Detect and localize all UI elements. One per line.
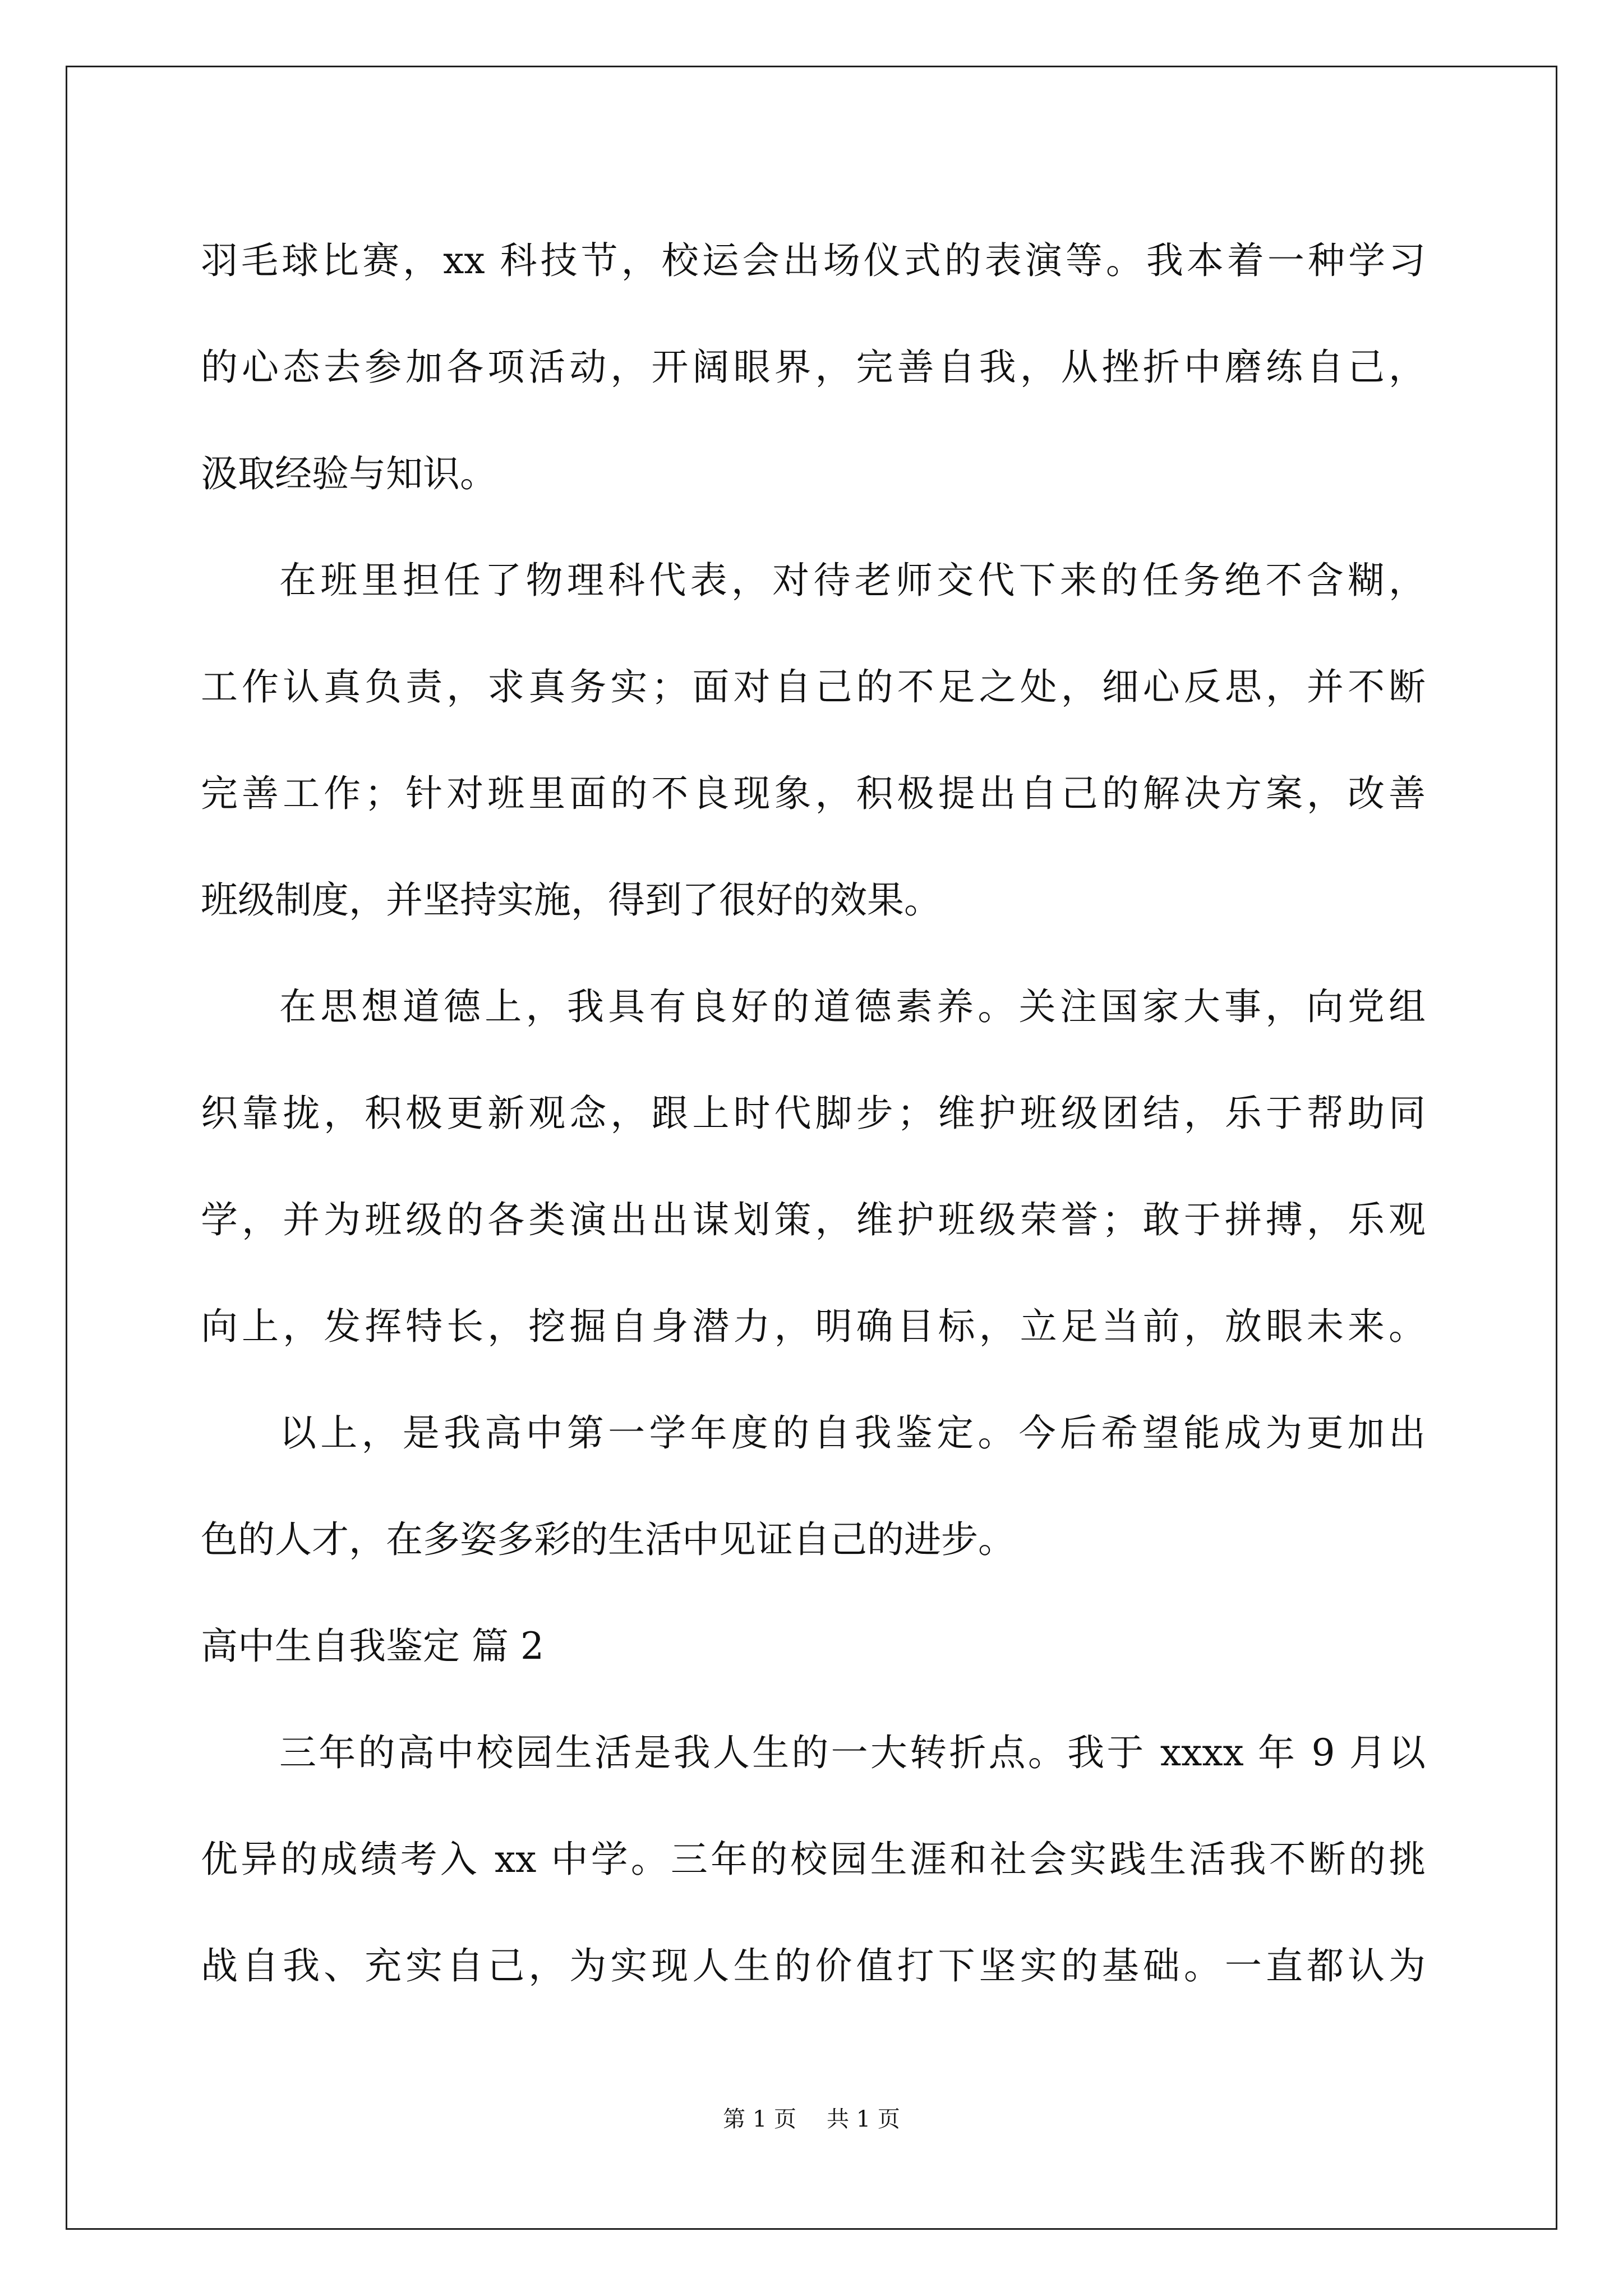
text-line: 战自我、充实自己，为实现人生的价值打下坚实的基础。一直都认为 [201,1944,1426,1987]
text-line: 羽毛球比赛，xx 科技节，校运会出场仪式的表演等。我本着一种学习 [201,239,1426,282]
page-total: 共 1 页 [827,2106,900,2132]
page-footer [0,2102,1623,2136]
text-line: 汲取经验与知识。 [201,452,497,495]
page-number: 第 1 页 [723,2106,796,2132]
text-line: 色的人才，在多姿多彩的生活中见证自己的进步。 [201,1518,1015,1561]
text-line: 在班里担任了物理科代表，对待老师交代下来的任务绝不含糊， [279,559,1426,602]
text-line: 向上，发挥特长，挖掘自身潜力，明确目标，立足当前，放眼未来。 [201,1305,1426,1348]
text-line: 三年的高中校园生活是我人生的一大转折点。我于 xxxx 年 9 月以 [279,1731,1426,1774]
text-line: 完善工作；针对班里面的不良现象，积极提出自己的解决方案，改善 [201,772,1426,815]
section-heading: 高中生自我鉴定 篇 2 [201,1625,544,1668]
text-line: 工作认真负责，求真务实；面对自己的不足之处，细心反思，并不断 [201,665,1426,708]
text-line: 在思想道德上，我具有良好的道德素养。关注国家大事，向党组 [279,985,1426,1028]
text-line: 以上，是我高中第一学年度的自我鉴定。今后希望能成为更加出 [279,1411,1426,1455]
text-line: 优异的成绩考入 xx 中学。三年的校园生涯和社会实践生活我不断的挑 [201,1838,1426,1881]
document-body [201,208,1426,2019]
text-line: 学，并为班级的各类演出出谋划策，维护班级荣誉；敢于拼搏，乐观 [201,1198,1426,1241]
text-line: 的心态去参加各项活动，开阔眼界，完善自我，从挫折中磨练自己， [201,346,1426,389]
text-line: 织靠拢，积极更新观念，跟上时代脚步；维护班级团结，乐于帮助同 [201,1092,1426,1135]
text-line: 班级制度，并坚持实施，得到了很好的效果。 [201,878,941,922]
